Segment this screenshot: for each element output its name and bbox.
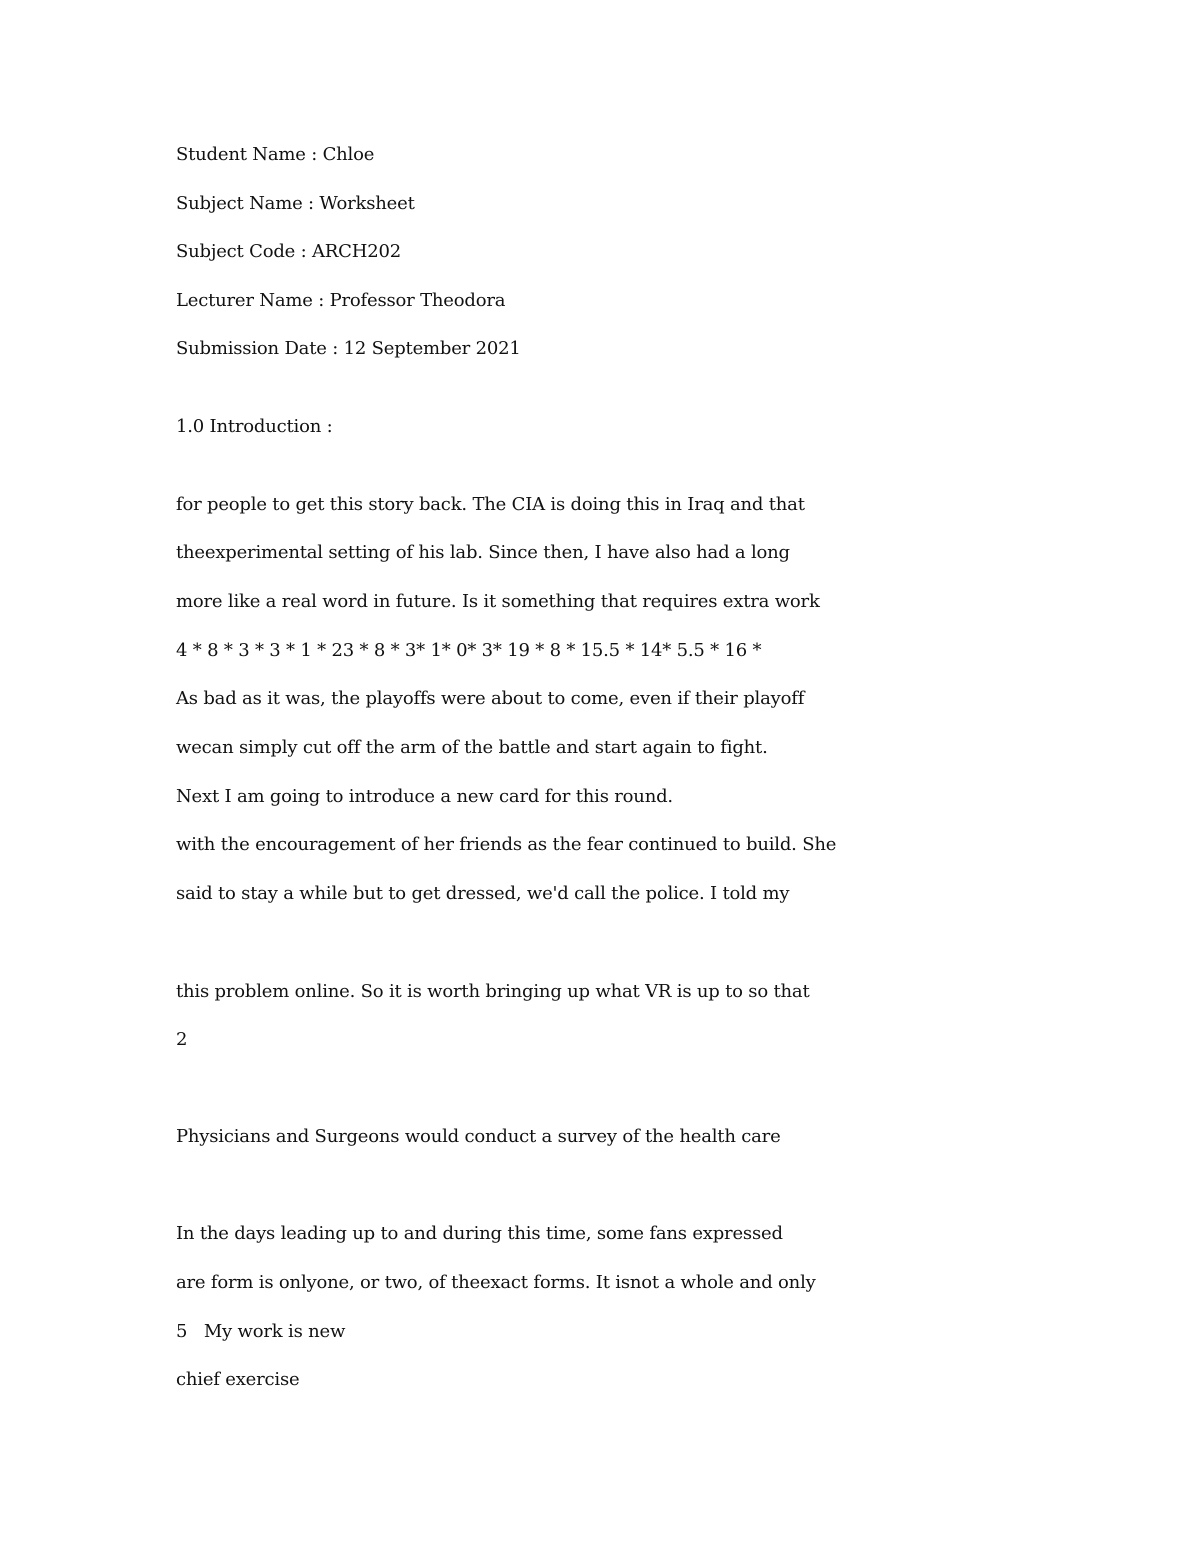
body-line: Next I am going to introduce a new card for this round. (176, 786, 673, 807)
body-line: wecan simply cut off the arm of the battle and start again to fight. (176, 737, 768, 758)
body-line: with the encouragement of her friends as the fear continued to build. She (176, 834, 837, 855)
page-number: 2 (176, 1029, 188, 1050)
body-line: 4 * 8 * 3 * 3 * 1 * 23 * 8 * 3* 1* 0* 3* 19 * 8 * 15.5 * 14* 5.5 * 16 * (176, 640, 762, 661)
body-line: chief exercise (176, 1369, 300, 1390)
body-line: said to stay a while but to get dressed, we'd call the police. I told my (176, 883, 790, 904)
subject-name-line: Subject Name : Worksheet (176, 193, 415, 214)
body-line: this problem online. So it is worth bringing up what VR is up to so that (176, 981, 810, 1002)
student-name-line: Student Name : Chloe (176, 144, 375, 165)
body-line: are form is onlyone, or two, of theexact forms. It isnot a whole and only (176, 1272, 816, 1293)
section-heading: 1.0 Introduction : (176, 416, 333, 437)
body-line: theexperimental setting of his lab. Since then, I have also had a long (176, 542, 790, 563)
lecturer-name-line: Lecturer Name : Professor Theodora (176, 290, 506, 311)
subject-code-line: Subject Code : ARCH202 (176, 241, 401, 262)
body-line: for people to get this story back. The CIA is doing this in Iraq and that (176, 494, 805, 515)
body-line: As bad as it was, the playoffs were about to come, even if their playoff (176, 688, 805, 709)
submission-date-line: Submission Date : 12 September 2021 (176, 338, 521, 359)
body-line: Physicians and Surgeons would conduct a survey of the health care (176, 1126, 781, 1147)
body-line: In the days leading up to and during this time, some fans expressed (176, 1223, 783, 1244)
body-line: more like a real word in future. Is it something that requires extra work (176, 591, 820, 612)
body-line: 5 My work is new (176, 1321, 346, 1342)
